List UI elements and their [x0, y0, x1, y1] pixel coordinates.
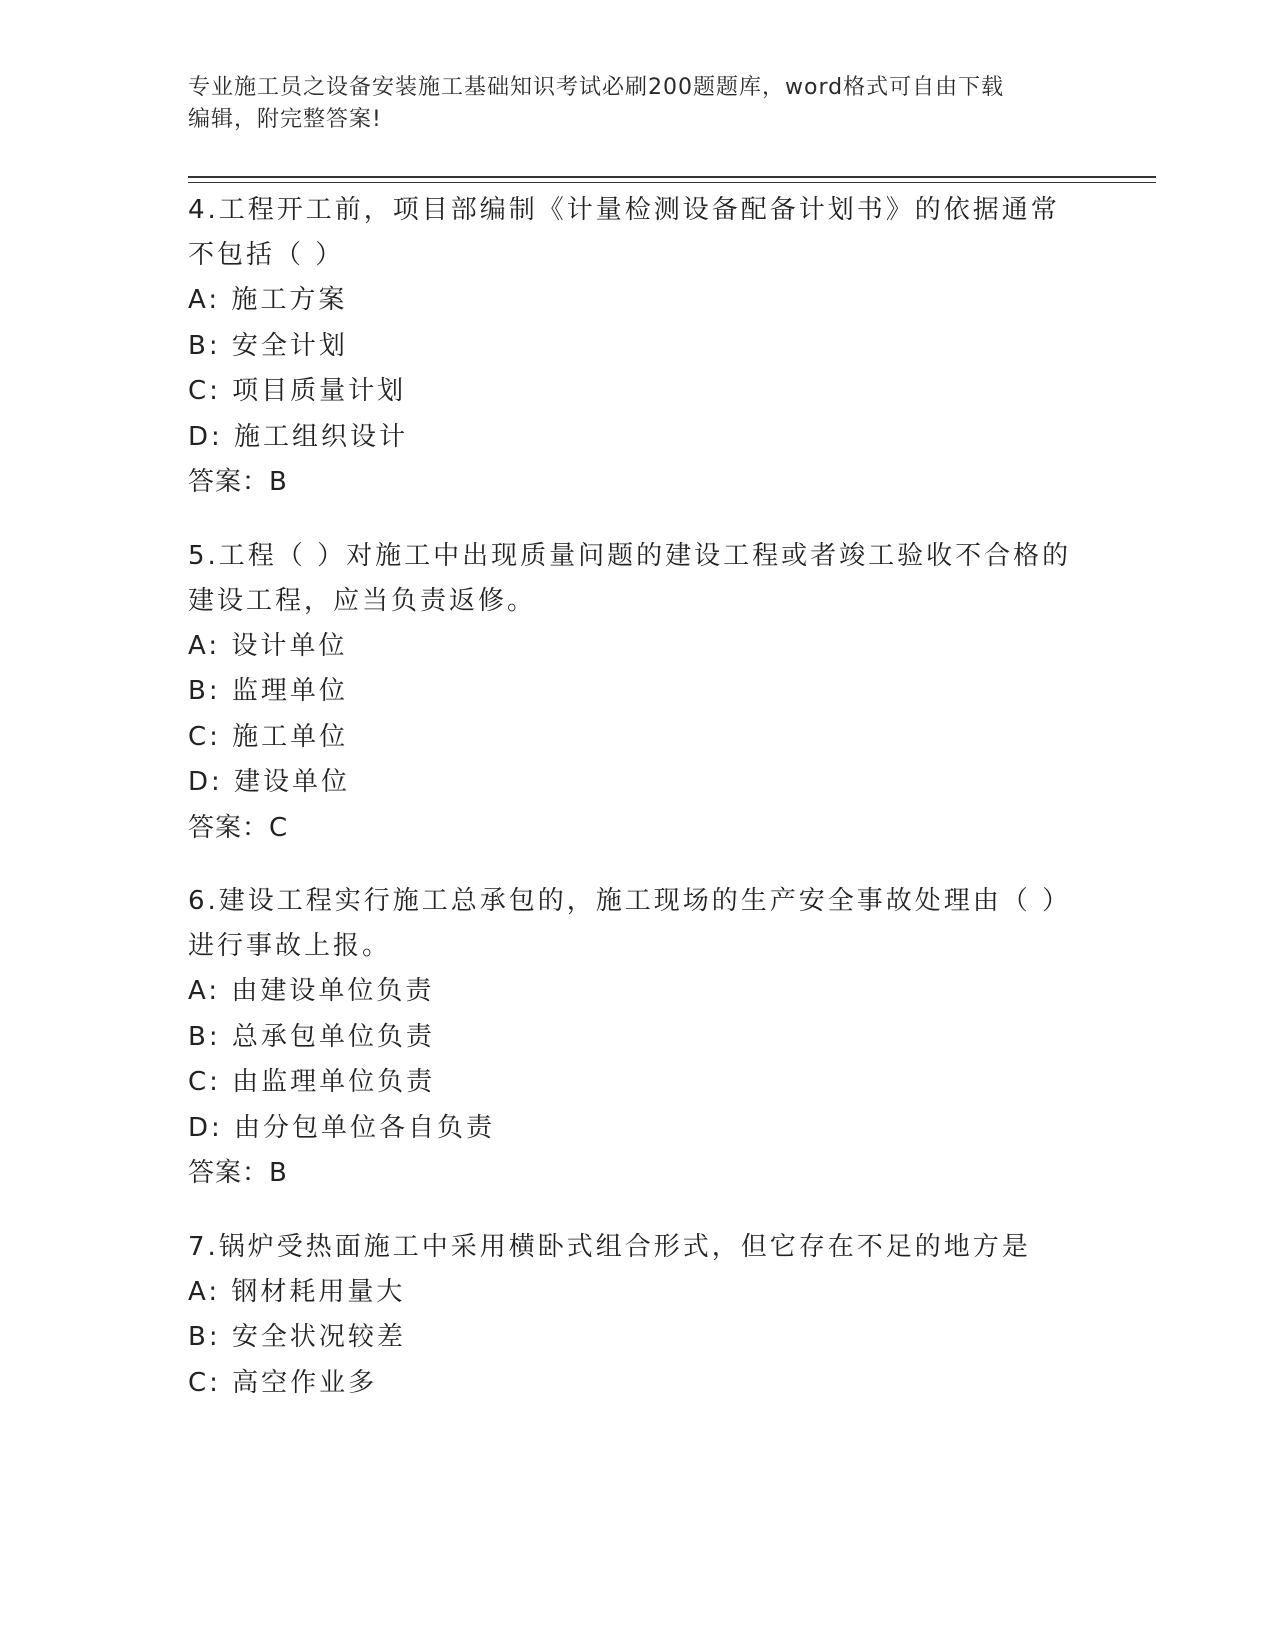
- question-stem-continued: 进行事故上报。: [188, 931, 392, 961]
- question-6: [188, 879, 1088, 1197]
- option-a: A: 由建设单位负责: [188, 976, 435, 1006]
- option-b: B: 总承包单位负责: [188, 1021, 435, 1052]
- option-d: D: 施工组织设计: [188, 421, 409, 452]
- question-stem-continued: 建设工程，应当负责返修。: [188, 585, 537, 616]
- option-a: A: 施工方案: [188, 285, 348, 315]
- option-d: D: 由分包单位各自负责: [188, 1112, 496, 1143]
- option-c: C: 高空作业多: [188, 1367, 378, 1398]
- question-stem: 4.工程开工前，项目部编制《计量检测设备配备计划书》的依据通常: [188, 195, 1060, 225]
- question-stem: 5.工程（ ）对施工中出现质量问题的建设工程或者竣工验收不合格的: [188, 540, 1072, 571]
- question-4: [188, 188, 1088, 506]
- header-line-1: 专业施工员之设备安装施工基础知识考试必刷200题题库，word格式可自由下载: [188, 75, 1005, 100]
- question-stem-continued: 不包括（ ）: [188, 240, 345, 270]
- option-d: D: 建设单位: [188, 767, 351, 797]
- answer-line: 答案：B: [188, 1158, 288, 1188]
- option-c: C: 项目质量计划: [188, 376, 407, 406]
- option-c: C: 施工单位: [188, 721, 349, 752]
- option-b: B: 安全计划: [188, 330, 348, 361]
- option-c: C: 由监理单位负责: [188, 1067, 436, 1097]
- header-line-2: 编辑，附完整答案!: [188, 107, 382, 132]
- question-7: [188, 1225, 1088, 1407]
- question-list: [188, 188, 1088, 1434]
- header-divider-thin: [188, 182, 1156, 183]
- answer-line: 答案：B: [188, 467, 288, 497]
- question-stem: 6.建设工程实行施工总承包的，施工现场的生产安全事故处理由（ ）: [188, 886, 1072, 916]
- option-b: B: 安全状况较差: [188, 1322, 406, 1352]
- option-b: B: 监理单位: [188, 676, 348, 706]
- header-divider-thick: [188, 176, 1156, 178]
- document-header: [188, 72, 1088, 136]
- option-a: A: 钢材耗用量大: [188, 1276, 406, 1307]
- option-a: A: 设计单位: [188, 630, 348, 661]
- answer-line: 答案：C: [188, 812, 289, 843]
- question-5: [188, 534, 1088, 852]
- question-stem: 7.锅炉受热面施工中采用横卧式组合形式，但它存在不足的地方是: [188, 1231, 1031, 1262]
